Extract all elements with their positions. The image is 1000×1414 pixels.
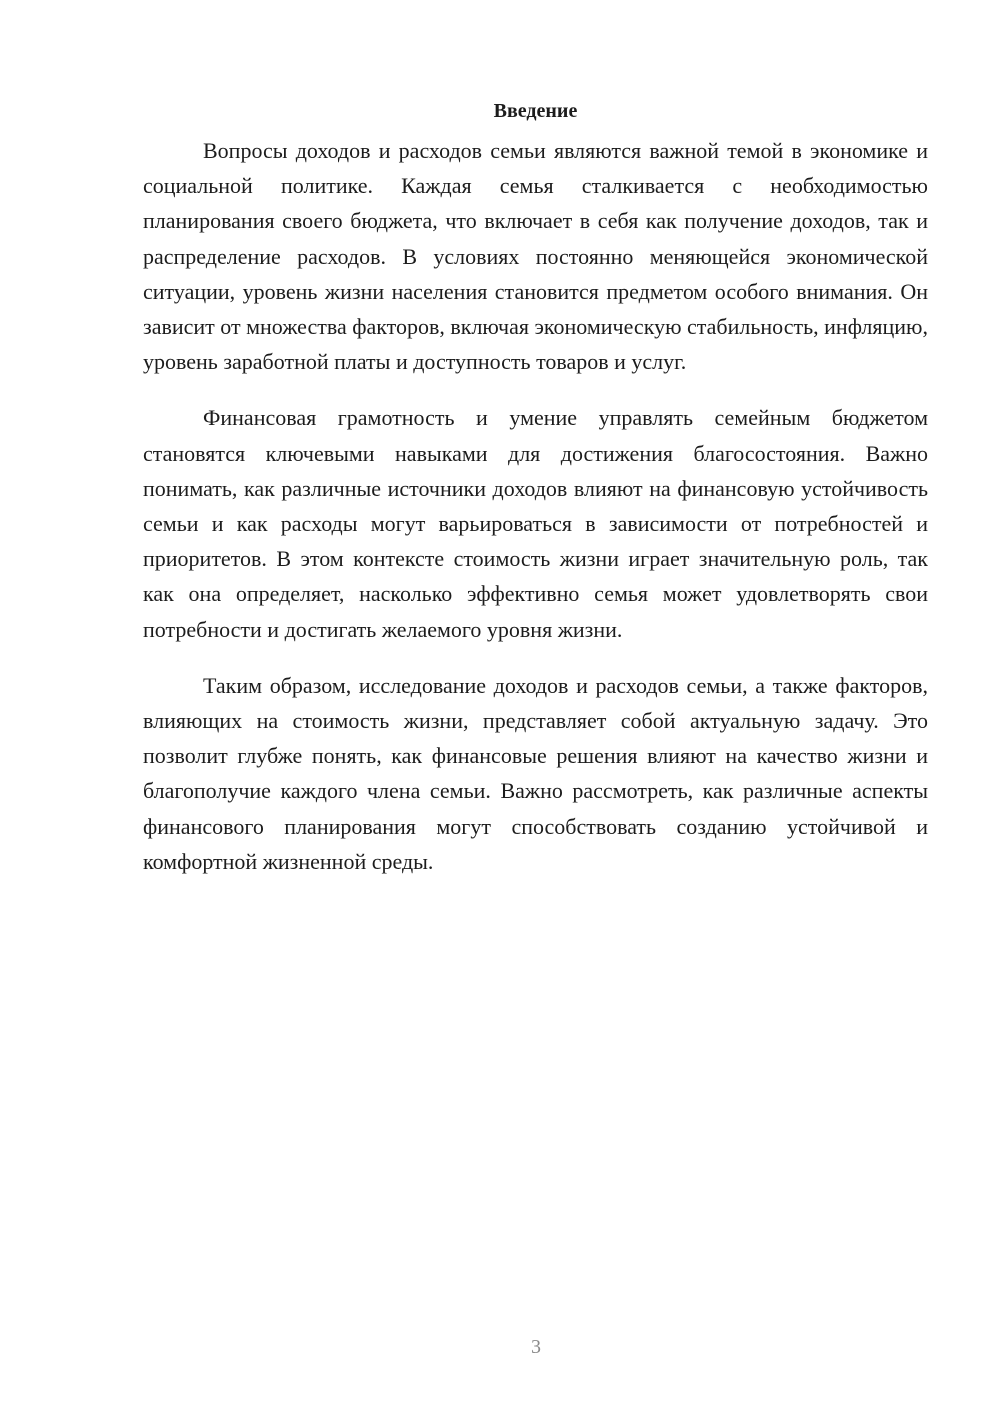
- paragraph-2: Финансовая грамотность и умение управлять семейным бюджетом становятся ключевыми навыками для достижения благосостояния. Важно понимать, как различные источники доходов влияют на финансовую устойчивость семьи и как расходы могут варьироваться в зависимости от потребностей и приоритетов. В этом контексте стоимость жизни играет значительную роль, так как она определяет, насколько эффективно семья может удовлетворять свои потребности и достигать желаемого уровня жизни.: [143, 405, 928, 642]
- paragraph-1: Вопросы доходов и расходов семьи являются важной темой в экономике и социальной политике. Каждая семья сталкивается с необходимостью планирования своего бюджета, что включает в себя как получение доходов, так и распределение расходов. В условиях постоянно меняющейся экономической ситуации, уровень жизни населения становится предметом особого внимания. Он зависит от множества факторов, включая экономическую стабильность, инфляцию, уровень заработной платы и доступность товаров и услуг.: [143, 138, 928, 375]
- section-heading: Введение: [493, 100, 578, 122]
- page-content: [143, 97, 928, 900]
- page-number: 3: [531, 1336, 541, 1358]
- paragraph-3: Таким образом, исследование доходов и расходов семьи, а также факторов, влияющих на стоимость жизни, представляет собой актуальную задачу. Это позволит глубже понять, как финансовые решения влияют на качество жизни и благополучие каждого члена семьи. Важно рассмотреть, как различные аспекты финансового планирования могут способствовать созданию устойчивой и комфортной жизненной среды.: [143, 672, 928, 874]
